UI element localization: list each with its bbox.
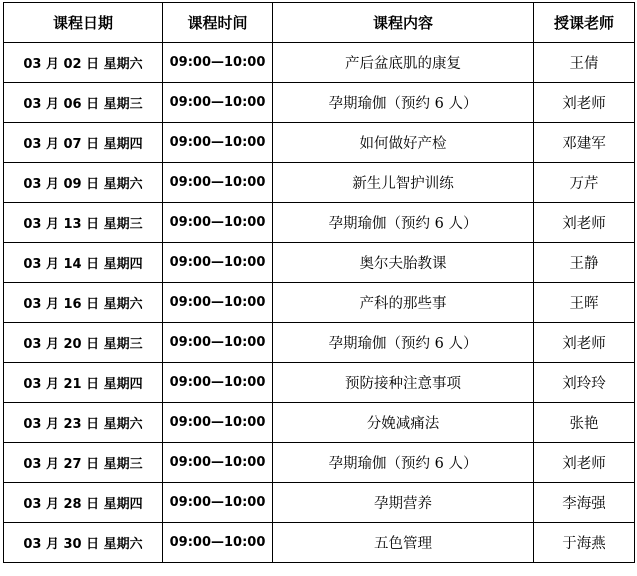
course-content: 孕期营养 [273, 483, 534, 523]
course-time: 09:00—10:00 [163, 523, 273, 563]
course-time: 09:00—10:00 [163, 243, 273, 283]
course-date: 03 月 06 日 星期三 [4, 83, 163, 123]
course-content: 孕期瑜伽（预约 6 人） [273, 83, 534, 123]
course-time: 09:00—10:00 [163, 283, 273, 323]
course-content: 产科的那些事 [273, 283, 534, 323]
table-row [4, 323, 635, 363]
table-row [4, 123, 635, 163]
course-time: 09:00—10:00 [163, 363, 273, 403]
course-teacher: 刘老师 [534, 323, 635, 363]
course-content: 孕期瑜伽（预约 6 人） [273, 443, 534, 483]
table-row [4, 43, 635, 83]
course-teacher: 刘玲玲 [534, 363, 635, 403]
table-row [4, 523, 635, 563]
table-row [4, 243, 635, 283]
table-row [4, 403, 635, 443]
table-row [4, 363, 635, 403]
table-body [4, 43, 635, 563]
course-content: 产后盆底肌的康复 [273, 43, 534, 83]
course-date: 03 月 09 日 星期六 [4, 163, 163, 203]
table-row [4, 283, 635, 323]
course-teacher: 刘老师 [534, 203, 635, 243]
course-time: 09:00—10:00 [163, 83, 273, 123]
table-row [4, 443, 635, 483]
course-teacher: 王晖 [534, 283, 635, 323]
course-date: 03 月 28 日 星期四 [4, 483, 163, 523]
header-date: 课程日期 [4, 3, 163, 43]
course-teacher: 刘老师 [534, 443, 635, 483]
course-teacher: 邓建军 [534, 123, 635, 163]
table-row [4, 203, 635, 243]
header-time: 课程时间 [163, 3, 273, 43]
course-content: 新生儿智护训练 [273, 163, 534, 203]
table-row [4, 83, 635, 123]
table-row [4, 163, 635, 203]
header-row [4, 3, 635, 43]
course-time: 09:00—10:00 [163, 323, 273, 363]
course-date: 03 月 21 日 星期四 [4, 363, 163, 403]
course-date: 03 月 27 日 星期三 [4, 443, 163, 483]
table-header [4, 3, 635, 43]
course-date: 03 月 13 日 星期三 [4, 203, 163, 243]
course-date: 03 月 14 日 星期四 [4, 243, 163, 283]
course-time: 09:00—10:00 [163, 443, 273, 483]
course-content: 预防接种注意事项 [273, 363, 534, 403]
course-teacher: 张艳 [534, 403, 635, 443]
course-date: 03 月 23 日 星期六 [4, 403, 163, 443]
course-date: 03 月 30 日 星期六 [4, 523, 163, 563]
course-date: 03 月 02 日 星期六 [4, 43, 163, 83]
course-time: 09:00—10:00 [163, 403, 273, 443]
header-content: 课程内容 [273, 3, 534, 43]
course-schedule-table [3, 2, 635, 563]
course-content: 分娩减痛法 [273, 403, 534, 443]
course-time: 09:00—10:00 [163, 43, 273, 83]
course-date: 03 月 16 日 星期六 [4, 283, 163, 323]
course-teacher: 王静 [534, 243, 635, 283]
header-teacher: 授课老师 [534, 3, 635, 43]
course-date: 03 月 20 日 星期三 [4, 323, 163, 363]
table-row [4, 483, 635, 523]
course-content: 孕期瑜伽（预约 6 人） [273, 203, 534, 243]
course-teacher: 万芹 [534, 163, 635, 203]
course-content: 奥尔夫胎教课 [273, 243, 534, 283]
course-content: 孕期瑜伽（预约 6 人） [273, 323, 534, 363]
course-teacher: 于海燕 [534, 523, 635, 563]
course-content: 五色管理 [273, 523, 534, 563]
course-teacher: 王倩 [534, 43, 635, 83]
course-date: 03 月 07 日 星期四 [4, 123, 163, 163]
course-time: 09:00—10:00 [163, 123, 273, 163]
course-teacher: 刘老师 [534, 83, 635, 123]
course-time: 09:00—10:00 [163, 483, 273, 523]
course-time: 09:00—10:00 [163, 203, 273, 243]
course-content: 如何做好产检 [273, 123, 534, 163]
course-time: 09:00—10:00 [163, 163, 273, 203]
course-teacher: 李海强 [534, 483, 635, 523]
